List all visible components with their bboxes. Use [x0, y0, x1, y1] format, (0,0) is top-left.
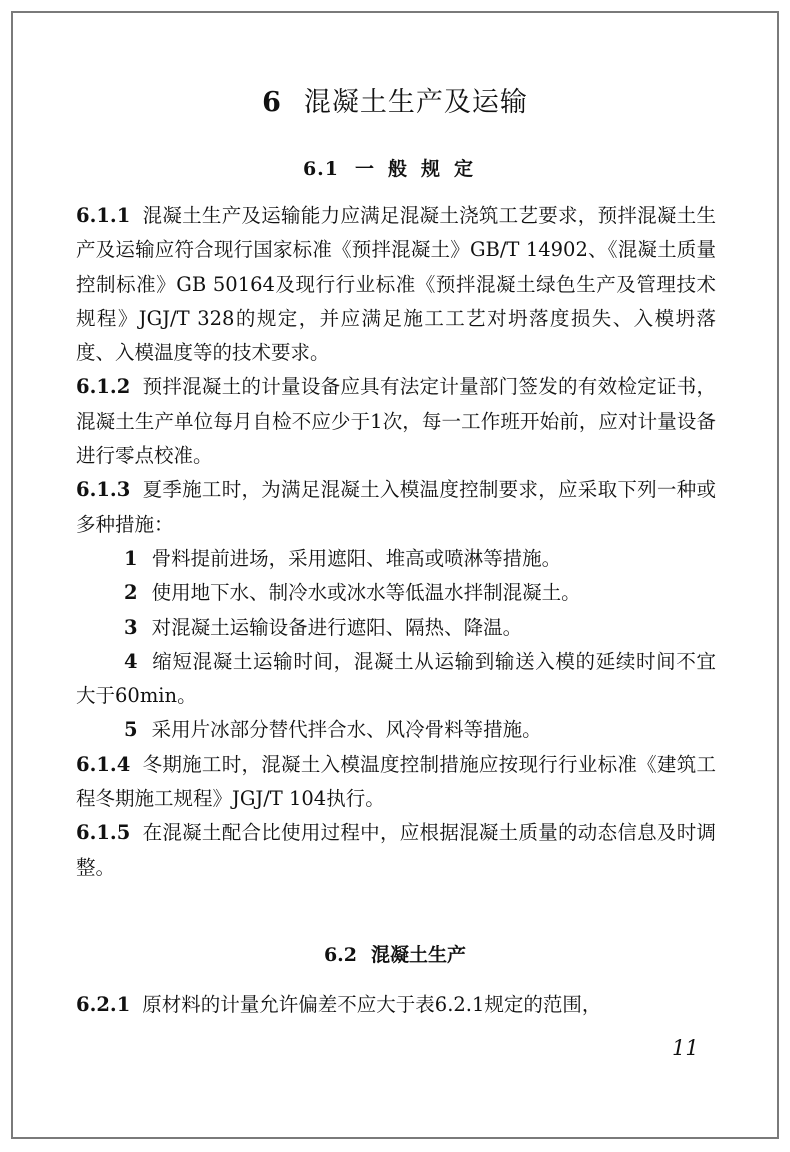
clause-text: 混凝土生产及运输能力应满足混凝土浇筑工艺要求，预拌混凝土生产及运输应符合现行国家标准《预拌混凝土》GB/T 14902、《混凝土质量控制标准》GB 50164及现行行业标准《预拌混凝土绿色生产及管理技术规程》JGJ/T 328的规定，并应满足施工工艺对坍落度损失、入模坍落度、入模温度等的技术要求。 — [76, 204, 716, 365]
item-number: 4 — [124, 649, 138, 673]
clause-text: 预拌混凝土的计量设备应具有法定计量部门签发的有效检定证书，混凝土生产单位每月自检不应少于1次，每一工作班开始前，应对计量设备进行零点校准。 — [76, 375, 716, 468]
item-text: 使用地下水、制冷水或冰水等低温水拌制混凝土。 — [151, 581, 581, 605]
clause-6-1-2 — [76, 370, 716, 473]
clause-6-2-1 — [76, 988, 716, 1022]
list-item — [76, 645, 716, 714]
list-item — [76, 542, 716, 576]
clause-text: 原材料的计量允许偏差不应大于表6.2.1规定的范围， — [142, 993, 602, 1016]
section-heading-6-2 — [0, 940, 790, 967]
clause-6-1-1 — [76, 199, 716, 370]
section-title: 混凝土生产 — [371, 944, 467, 966]
list-item — [76, 611, 716, 645]
section-6-1-body — [76, 199, 716, 885]
clause-text: 在混凝土配合比使用过程中，应根据混凝土质量的动态信息及时调整。 — [76, 821, 716, 879]
item-number: 1 — [124, 546, 138, 570]
clause-number: 6.1.1 — [76, 204, 131, 227]
clause-text: 夏季施工时，为满足混凝土入模温度控制要求，应采取下列一种或多种措施： — [76, 478, 716, 536]
item-text: 采用片冰部分替代拌合水、风冷骨料等措施。 — [151, 718, 542, 742]
clause-6-1-5 — [76, 816, 716, 885]
item-text: 缩短混凝土运输时间，混凝土从运输到输送入模的延续时间不宜大于60min。 — [76, 649, 716, 708]
list-item — [76, 713, 716, 747]
section-number: 6.2 — [323, 944, 358, 966]
clause-6-1-4 — [76, 748, 716, 817]
clause-number: 6.1.3 — [76, 478, 131, 502]
item-number: 5 — [124, 718, 138, 742]
section-title: 一般规定 — [355, 158, 488, 180]
item-number: 3 — [124, 615, 138, 639]
chapter-heading — [0, 80, 790, 119]
clause-number: 6.1.4 — [76, 752, 131, 776]
list-item — [76, 576, 716, 610]
section-number: 6.1 — [302, 158, 340, 180]
chapter-number: 6 — [262, 87, 282, 118]
clause-number: 6.1.5 — [76, 821, 131, 845]
section-6-2-body — [76, 988, 716, 1022]
clause-text: 冬期施工时，混凝土入模温度控制措施应按现行行业标准《建筑工程冬期施工规程》JGJ/T 104执行。 — [76, 752, 716, 811]
clause-number: 6.1.2 — [76, 375, 131, 399]
item-text: 对混凝土运输设备进行遮阳、隔热、降温。 — [151, 615, 523, 639]
section-heading-6-1 — [0, 154, 790, 181]
clause-number: 6.2.1 — [76, 993, 131, 1016]
item-number: 2 — [124, 581, 138, 605]
chapter-title: 混凝土生产及运输 — [303, 87, 528, 118]
page-number: 11 — [672, 1036, 699, 1060]
item-text: 骨料提前进场，采用遮阳、堆高或喷淋等措施。 — [151, 546, 562, 570]
clause-6-1-3 — [76, 473, 716, 542]
